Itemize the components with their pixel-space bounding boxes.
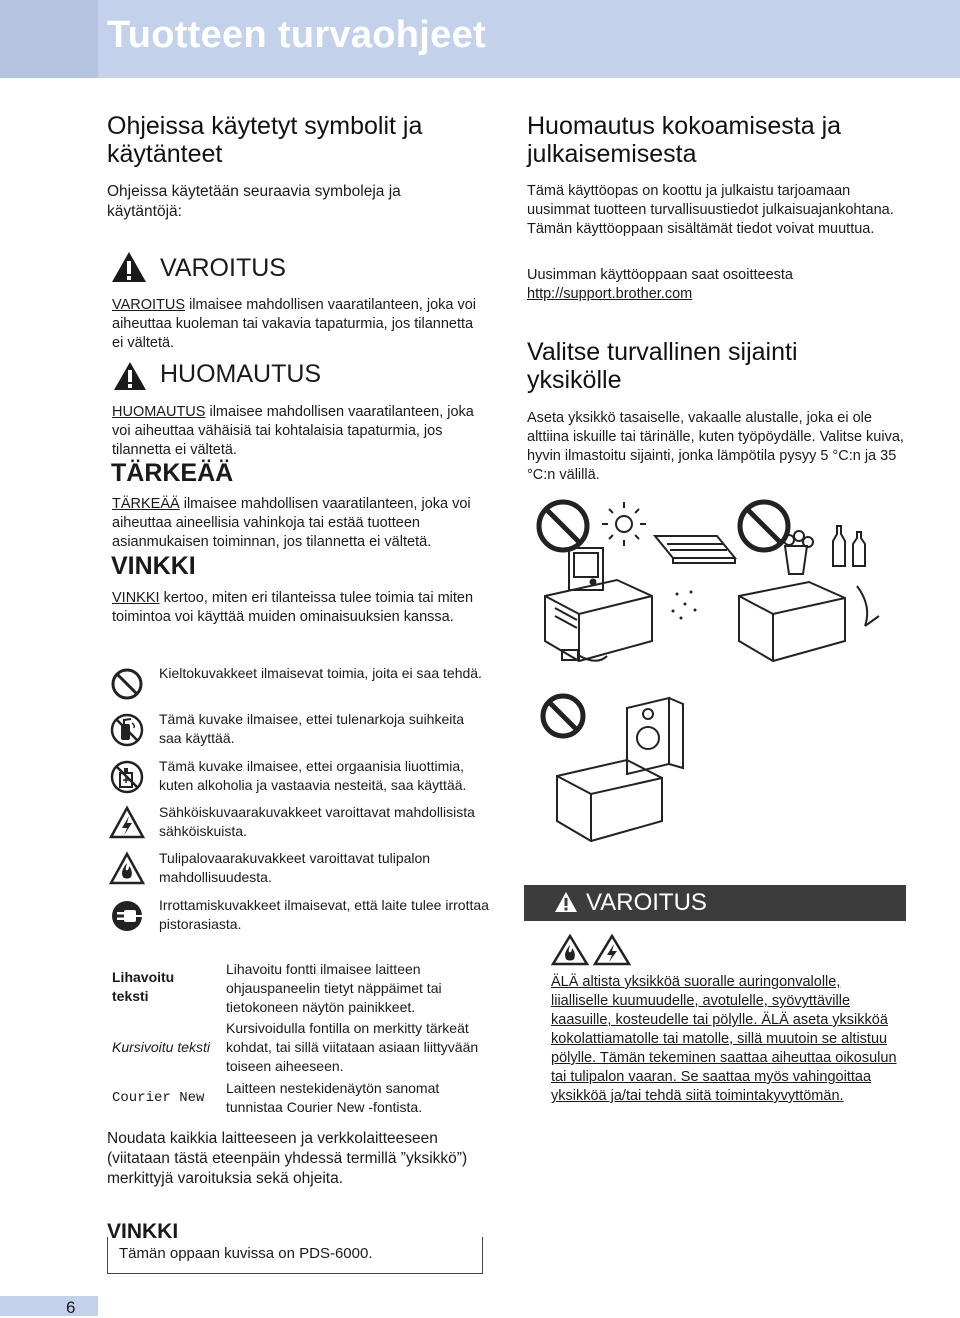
huomautus-text: ilmaisee mahdollisen vaaratilanteen, joka voi aiheuttaa vähäisiä tai kohtalaisia tapaturmia, jos tilannetta ei vältetä. <box>112 404 474 458</box>
tarkeaa-term: TÄRKEÄÄ <box>112 496 180 512</box>
warning-triangle-icon <box>111 251 147 283</box>
electric-hazard-icon <box>107 803 147 843</box>
location-section-title: Valitse turvallinen sijainti yksikölle <box>527 338 798 394</box>
courier-font-label: Courier New <box>112 1090 205 1106</box>
warning-banner-title: VAROITUS <box>586 889 707 916</box>
location-text: Aseta yksikkö tasaiselle, vakaalle alustalle, joka ei ole alttiina iskuille tai tärinälle, kuten työpöydälle. Valitse kuiva, hyvin ilmastoitu sijainti, jonka lämpötila pysyy 5 °C:n ja 35 °C:n välillä. <box>527 410 904 483</box>
italic-font-label: Kursivoitu teksti <box>112 1039 211 1055</box>
bold-font-desc: Lihavoitu fontti ilmaisee laitteen ohjauspaneelin tietyt näppäimet tai tietokoneen näytön painikkeet. <box>226 961 442 1015</box>
no-solvent-icon <box>107 757 147 797</box>
page-title: Tuotteen turvaohjeet <box>107 14 486 56</box>
support-link[interactable]: http://support.brother.com <box>527 286 693 302</box>
bold-font-label: Lihavoitu teksti <box>112 969 175 1004</box>
fire-hazard-icon <box>551 934 589 966</box>
huomautus-description <box>112 403 482 460</box>
warning-triangle-icon <box>554 891 578 913</box>
unplug-icon <box>107 896 147 936</box>
warning-text <box>551 973 897 1106</box>
page-number-bar <box>0 1296 98 1316</box>
latest-manual-text: Uusimman käyttöoppaan saat osoitteesta <box>527 267 793 283</box>
page-number: 6 <box>66 1298 76 1317</box>
tarkeaa-heading: TÄRKEÄÄ <box>111 459 234 487</box>
icon-legend-text: Tämä kuvake ilmaisee, ettei tulenarkoja suihkeita saa käyttää. <box>159 711 465 746</box>
vinkki-description <box>112 589 482 627</box>
header-accent <box>0 0 98 78</box>
varoitus-heading: VAROITUS <box>160 254 286 282</box>
icon-legend-text: Irrottamiskuvakkeet ilmaisevat, että laite tulee irrottaa pistorasiasta. <box>159 897 489 932</box>
huomautus-term: HUOMAUTUS <box>112 404 206 420</box>
tarkeaa-text: ilmaisee mahdollisen vaaratilanteen, joka voi aiheuttaa aineellisia vahinkoja tai estää tuotteen asianmukaisen toiminnan, jos tilannetta ei vältetä. <box>112 496 471 550</box>
varoitus-term: VAROITUS <box>112 297 186 313</box>
varoitus-text: ilmaisee mahdollisen vaaratilanteen, joka voi aiheuttaa kuoleman tai vakavia tapaturmia, jos tilannetta ei vältetä. <box>112 297 477 351</box>
note-heading: VINKKI <box>107 1220 179 1243</box>
fire-hazard-icon <box>107 849 147 889</box>
prohibition-icon <box>107 664 147 704</box>
symbols-section-title: Ohjeissa käytetyt symbolit ja käytänteet <box>107 112 423 168</box>
no-fire-extinguisher-icon <box>107 710 147 750</box>
warning-banner <box>524 885 906 921</box>
icon-legend-text: Tulipalovaarakuvakkeet varoittavat tulipalon mahdollisuudesta. <box>159 850 431 885</box>
huomautus-heading: HUOMAUTUS <box>160 360 322 388</box>
compilation-section-title: Huomautus kokoamisesta ja julkaisemisesta <box>527 112 842 168</box>
location-illustration <box>527 496 907 866</box>
vinkki-heading: VINKKI <box>111 552 196 580</box>
varoitus-description <box>112 296 482 353</box>
icon-legend-text: Tämä kuvake ilmaisee, ettei orgaanisia liuottimia, kuten alkoholia ja vastaavia nesteitä, saa käyttää. <box>159 758 467 793</box>
italic-font-desc: Kursivoidulla fontilla on merkitty tärkeät kohdat, tai sillä viitataan asiaan liittyvään toiseen aiheeseen. <box>226 1020 479 1074</box>
note-text: Tämän oppaan kuvissa on PDS-6000. <box>119 1245 373 1262</box>
caution-triangle-icon <box>113 361 147 391</box>
tarkeaa-description <box>112 495 482 552</box>
courier-font-desc: Laitteen nestekidenäytön sanomat tunnistaa Courier New -fontista. <box>226 1080 440 1115</box>
symbols-intro: Ohjeissa käytetään seuraavia symboleja ja käytäntöjä: <box>107 183 401 220</box>
icon-legend-text: Sähköiskuvaarakuvakkeet varoittavat mahdollisista sähköiskuista. <box>159 804 475 839</box>
vinkki-text: kertoo, miten eri tilanteissa tulee toimia tai miten toimintoa voi käyttää muiden ominaisuuksien kanssa. <box>112 590 474 625</box>
compilation-text: Tämä käyttöopas on koottu ja julkaistu tarjoamaan uusimmat tuotteen turvallisuustiedot julkaisuajankohtana. Tämän käyttöoppaan sisältämät tiedot voivat muuttua. <box>527 183 894 237</box>
electric-hazard-icon <box>593 934 631 966</box>
closing-paragraph: Noudata kaikkia laitteeseen ja verkkolaitteeseen (viitataan tästä eteenpäin yhdessä termillä ”yksikkö”) merkittyjä varoituksia sekä ohjeita. <box>107 1130 468 1187</box>
warning-text-body: ÄLÄ altista yksikköä suoralle auringonvalolle, liialliselle kuumuudelle, avotulelle, syövyttäville kaasuille, kosteudelle tai pölylle. ÄLÄ aseta yksikköä kokolattiamatolle tai matolle, sillä muutoin se altistuu pölylle. Tämän tekeminen saattaa aiheuttaa oikosulun tai tulipalon vaaran. Se saattaa myös vahingoittaa yksikköä ja/tai tehdä siitä toimintakyvyttömän. <box>551 974 897 1104</box>
icon-legend-text: Kieltokuvakkeet ilmaisevat toimia, joita ei saa tehdä. <box>159 665 482 681</box>
vinkki-term: VINKKI <box>112 590 160 606</box>
